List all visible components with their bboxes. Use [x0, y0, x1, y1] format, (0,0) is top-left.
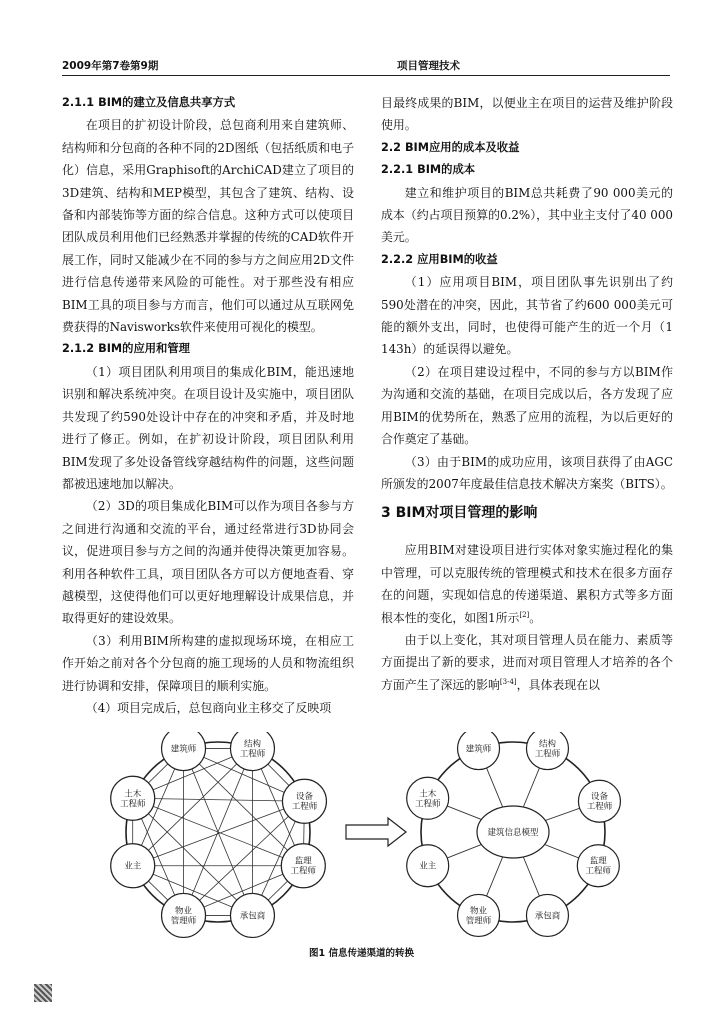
- paragraph-item-3: （3）利用BIM所构建的虚拟现场环境，在相应工作开始之前对各个分包商的施工现场的人员和物流组织进行协调和安排，保障项目的顺利实施。: [62, 633, 354, 693]
- section-3-paragraph-1: [381, 539, 673, 629]
- mesh-link: [133, 798, 304, 865]
- mesh-link: [133, 798, 305, 801]
- right-node-label: 建筑师: [465, 744, 492, 755]
- section-2-2-heading: 2.2 BIM应用的成本及收益: [381, 140, 520, 154]
- paragraph-item-1: （1）项目团队利用项目的集成化BIM，能迅速地识别和解决系统冲突。在项目设计及实施中，项目团队共发现了约590处设计中存在的冲突和矛盾，并及时地进行了修正。例如，在扩初设计阶段，项目团队利用BIM发现了多处设备管线穿越结构件的问题，这些问题都被迅速地加以解决。: [62, 364, 354, 491]
- right-column: [381, 92, 673, 696]
- journal-name: 项目管理技术: [397, 60, 460, 72]
- section-3-paragraph-2: [381, 629, 673, 696]
- benefit-paragraph-1: （1）应用项目BIM，项目团队事先识别出了约590处潜在的冲突，因此，其节省了约600 000美元可能的额外支出，同时，也使得可能产生的近一个月（1 143h）的延误得以避免。: [381, 275, 673, 357]
- benefit-paragraph-2: （2）在项目建设过程中，不同的参与方以BIM作为沟通和交流的基础，在项目完成以后，各方发现了应用BIM的优势所在，熟悉了应用的流程，为以后更好的合作奠定了基础。: [381, 364, 673, 447]
- section-2-2-2-heading: 2.2.2 应用BIM的收益: [381, 252, 498, 266]
- left-node-label: 物业管理师: [170, 906, 197, 927]
- information-channel-diagram: [98, 732, 658, 954]
- right-node-label: 物业管理师: [465, 906, 492, 927]
- issue-label: 2009年第7卷第9期: [62, 60, 159, 72]
- right-node-label: 结构工程师: [534, 739, 561, 760]
- right-node-label: 业主: [419, 861, 437, 872]
- left-node-label: 业主: [124, 861, 142, 872]
- text-span: 由于以上变化，其对项目管理人员在能力、素质等方面提出了新的要求，进而对项目管理人才培养的各个方面产生了深远的影响: [381, 632, 673, 692]
- paragraph-item-2: （2）3D的项目集成化BIM可以作为项目各参与方之间进行沟通和交流的平台，通过经常进行3D协同会议，促进项目参与方之间的沟通并使得决策更加容易。利用各种软件工具，项目团队各方可以方便地查看、穿越模型，这使得他们可以更好地理解设计成果信息，并取得更好的建设效果。: [62, 499, 354, 626]
- left-column: [62, 92, 354, 719]
- header-rule: [62, 75, 670, 76]
- right-node-label: 土木工程师: [414, 789, 441, 810]
- left-node-label: 土木工程师: [119, 789, 146, 810]
- left-node-label: 结构工程师: [239, 739, 266, 760]
- section-3-heading: 3 BIM对项目管理的影响: [381, 505, 538, 522]
- section-2-1-1-heading: 2.1.1 BIM的建立及信息共享方式: [62, 96, 236, 109]
- text-span: 应用BIM对建设项目进行实体对象实施过程化的集中管理，可以克服传统的管理模式和技术在很多方面存在的问题，实现如信息的传递渠道、累积方式等多方面根本性的变化，如图1所示: [381, 543, 673, 625]
- continued-paragraph: 目最终成果的BIM，以便业主在项目的运营及维护阶段使用。: [381, 96, 673, 133]
- cost-paragraph: 建立和维护项目的BIM总共耗费了90 000美元的成本（约占项目预算的0.2%），其中业主支付了40 000美元。: [381, 185, 673, 245]
- figure-caption: 图1 信息传递渠道的转换: [309, 948, 414, 959]
- right-node-label: 承包商: [534, 911, 561, 922]
- section-2-1-2-heading: 2.1.2 BIM的应用和管理: [62, 342, 190, 356]
- text-span: 。: [529, 610, 542, 625]
- left-node-label: 建筑师: [170, 744, 197, 755]
- running-header: [62, 56, 670, 74]
- citation-2: [2]: [519, 610, 530, 619]
- section-2-2-1-heading: 2.2.1 BIM的成本: [381, 163, 476, 177]
- figure-1: [98, 732, 658, 954]
- bim-hub-label: 建筑信息模型: [487, 828, 539, 838]
- left-node-label: 设备工程师: [291, 792, 318, 813]
- transform-arrow: [346, 818, 406, 846]
- citation-3-4: [3-4]: [499, 677, 517, 686]
- text-span: ，具体表现在以: [516, 677, 600, 692]
- left-node-label: 监理工程师: [290, 856, 317, 877]
- paragraph-item-4: （4）项目完成后，总包商向业主移交了反映项: [85, 700, 332, 715]
- right-node-label: 设备工程师: [586, 792, 613, 813]
- left-node-label: 承包商: [239, 911, 266, 922]
- right-node-label: 监理工程师: [585, 856, 612, 877]
- benefit-paragraph-3: （3）由于BIM的成功应用，该项目获得了由AGC所颁发的2007年度最佳信息技术解决方案奖（BITS）。: [381, 454, 673, 491]
- page-number-mark: [34, 984, 52, 1002]
- section-2-1-1-paragraph: 在项目的扩初设计阶段，总包商利用来自建筑师、结构师和分包商的各种不同的2D图纸（包括纸质和电子化）信息，采用Graphisoft的ArchiCAD建立了项目的3D建筑、结构和MEP模型，其包含了建筑、结构、设备和内部装饰等方面的综合信息。这种方式可以使项目团队成员利用他们已经熟悉并掌握的传统的CAD软件开展工作，同时又能减少在不同的参与方之间应用2D文件进行信息传递带来风险的可能性。对于那些没有相应BIM工具的项目参与方而言，他们可以通过从互联网免费获得的Navisworks软件来使用可视化的模型。: [62, 118, 354, 335]
